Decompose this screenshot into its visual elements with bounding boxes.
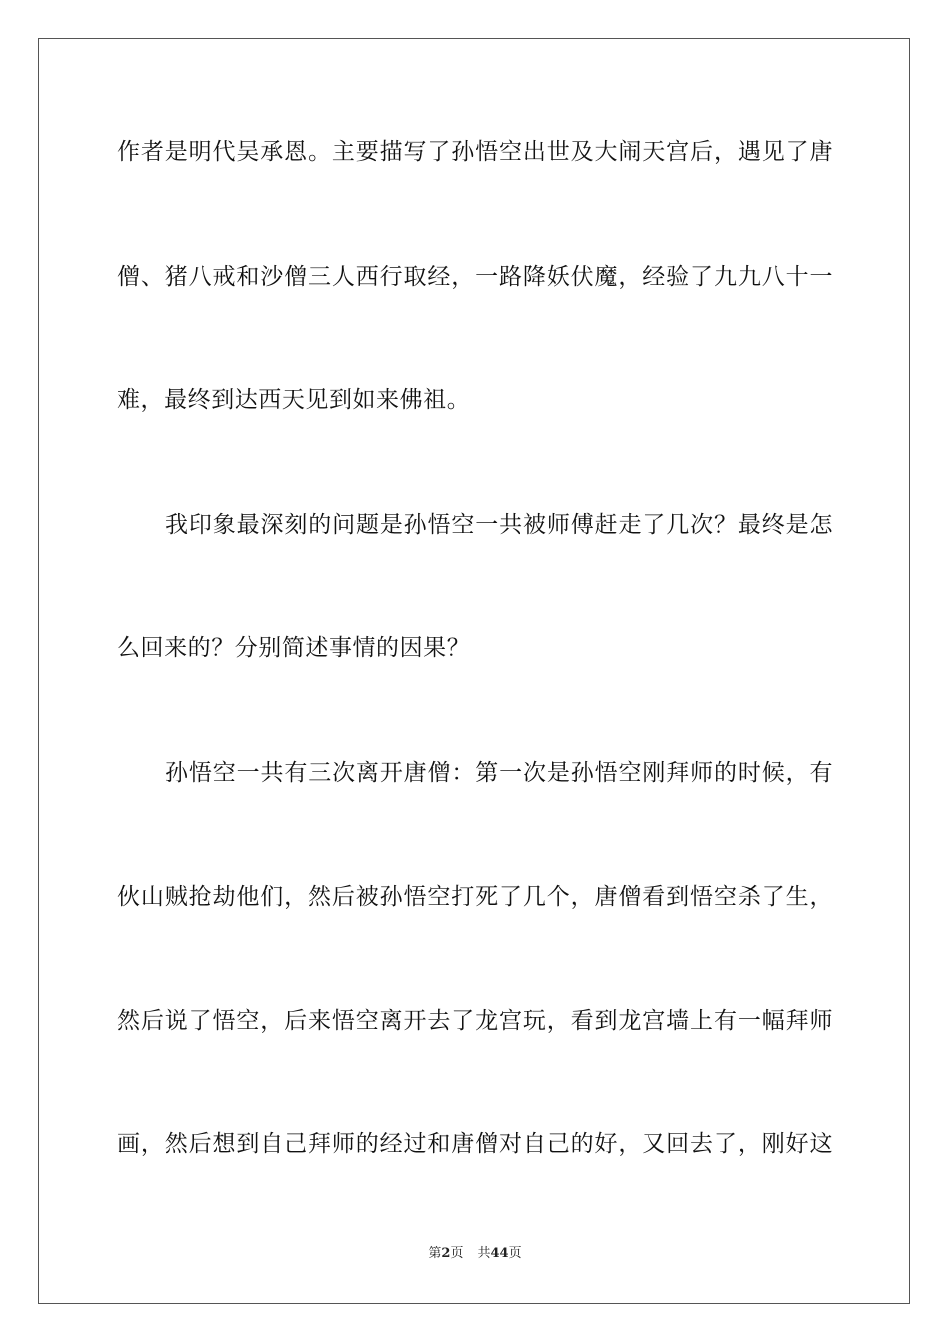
page-suffix: 页 xyxy=(450,1246,464,1261)
body-text-line: 作者是明代吴承恩。主要描写了孙悟空出世及大闹天宫后，遇见了唐 xyxy=(117,139,833,165)
body-text-line: 画，然后想到自己拜师的经过和唐僧对自己的好，又回去了，刚好这 xyxy=(117,1131,833,1157)
page-number: 2 xyxy=(441,1246,451,1261)
body-text-line: 么回来的？分别简述事情的因果？ xyxy=(117,635,471,661)
page-prefix: 第 xyxy=(428,1246,442,1261)
body-text-line: 我印象最深刻的问题是孙悟空一共被师傅赶走了几次？最终是怎 xyxy=(165,512,833,538)
body-text-line: 难，最终到达西天见到如来佛祖。 xyxy=(117,387,471,413)
total-suffix: 页 xyxy=(508,1246,522,1261)
page-footer xyxy=(0,1245,950,1263)
body-text-line: 伙山贼抢劫他们，然后被孙悟空打死了几个，唐僧看到悟空杀了生， xyxy=(117,884,833,910)
body-text-line: 孙悟空一共有三次离开唐僧：第一次是孙悟空刚拜师的时候，有 xyxy=(165,760,833,786)
total-pages: 44 xyxy=(490,1246,509,1261)
body-text-line: 僧、猪八戒和沙僧三人西行取经，一路降妖伏魔，经验了九九八十一 xyxy=(117,264,833,290)
page-frame xyxy=(38,38,910,1304)
body-text-line: 然后说了悟空，后来悟空离开去了龙宫玩，看到龙宫墙上有一幅拜师 xyxy=(117,1008,833,1034)
total-prefix: 共 xyxy=(477,1246,491,1261)
